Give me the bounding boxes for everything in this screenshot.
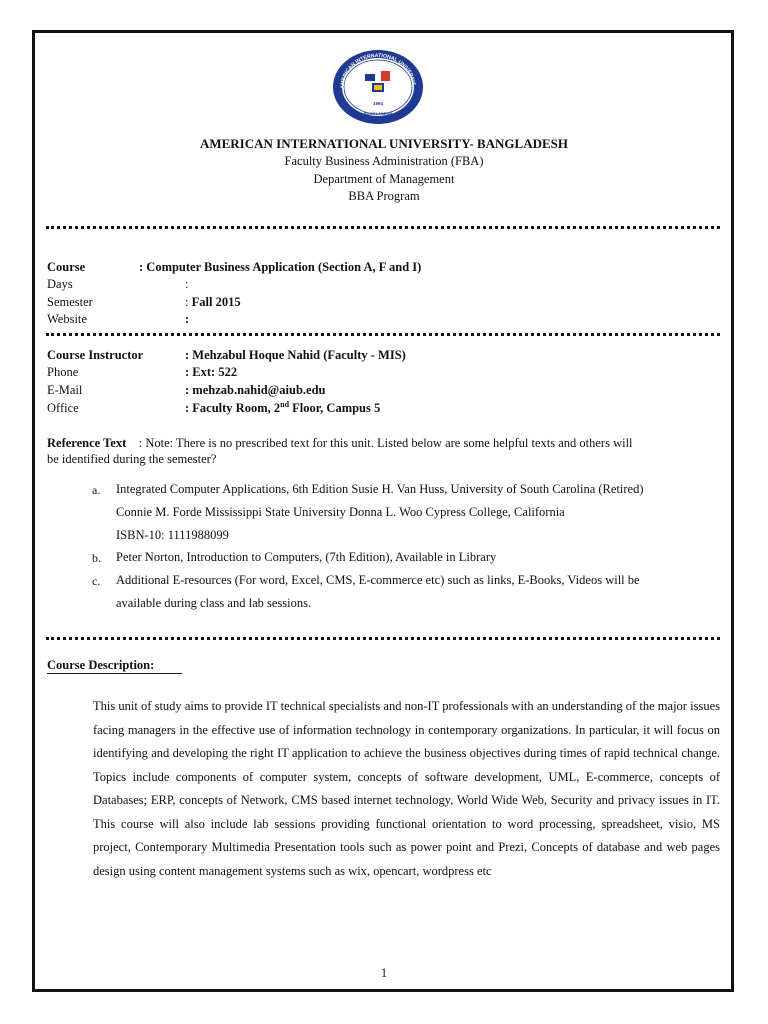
lamp-icon bbox=[381, 71, 390, 81]
reference-note-line2: be identified during the semester? bbox=[47, 452, 217, 466]
semester-colon: : bbox=[185, 295, 189, 309]
reference-item-line: Peter Norton, Introduction to Computers, (7th Edition), Available in Library bbox=[116, 550, 497, 564]
phone-label: Phone bbox=[47, 365, 79, 379]
reference-item-line: Connie M. Forde Mississippi State University Donna L. Woo Cypress College, California bbox=[116, 505, 565, 519]
email-label: E-Mail bbox=[47, 383, 83, 397]
reference-item-line: Integrated Computer Applications, 6th Edition Susie H. Van Huss, University of South Carolina (Retired) bbox=[116, 482, 644, 496]
reference-line1 bbox=[47, 435, 727, 451]
instructor-value: : Mehzabul Hoque Nahid (Faculty - MIS) bbox=[185, 348, 406, 362]
website-label: Website bbox=[47, 312, 87, 326]
page-number: 1 bbox=[380, 966, 388, 980]
university-logo bbox=[332, 49, 424, 125]
office-value bbox=[185, 400, 380, 416]
reference-item-line: Additional E-resources (For word, Excel, CMS, E-commerce etc) such as links, E-Books, Videos will be bbox=[116, 573, 640, 587]
reference-item bbox=[116, 546, 726, 569]
description-paragraph: This unit of study aims to provide IT technical specialists and non-IT professionals with an understanding of the major issues facing managers in the effective use of information technology in contemporary organizations. In particular, it will focus on identifying and developing the right IT application to achieve the business objectives during times of rapid technical change. Topics include components of computer system, concepts of software development, UML, E-commerce, concepts of Databases; ERP, concepts of Network, CMS based internet technology, World Wide Web, Security and privacy issues in IT. This course will also include lab sessions providing functional orientation to word processing, spreadsheet, visio, MS project, Contemporary Multimedia Presentation tools such as power point and Prezi, Concepts of database and web pages design using content management systems such as wix, opencart, wordpress etc bbox=[93, 699, 720, 878]
department-name: Department of Management bbox=[313, 172, 455, 186]
office-value-post: Floor, Campus 5 bbox=[289, 401, 381, 415]
office-value-sup: nd bbox=[280, 399, 290, 409]
semester-term: Fall 2015 bbox=[191, 295, 241, 309]
reference-item-line: ISBN-10: 1111988099 bbox=[116, 528, 229, 542]
instructor-label: Course Instructor bbox=[47, 348, 144, 362]
reference-label: Reference Text bbox=[47, 436, 127, 450]
logo-year: 1994 bbox=[372, 101, 384, 106]
program-name: BBA Program bbox=[348, 189, 420, 203]
book-icon bbox=[365, 74, 375, 81]
logo-ring-text-top: AMERICAN INTERNATIONAL UNIVERSIT bbox=[339, 52, 416, 89]
reference-item bbox=[116, 478, 726, 547]
section-divider bbox=[46, 226, 720, 229]
semester-label: Semester bbox=[47, 295, 93, 309]
email-value[interactable]: : mehzab.nahid@aiub.edu bbox=[185, 383, 326, 397]
office-label: Office bbox=[47, 401, 79, 415]
website-value: : bbox=[185, 312, 190, 326]
office-value-pre: : Faculty Room, 2 bbox=[185, 401, 281, 415]
reference-item-marker: c. bbox=[92, 574, 101, 588]
section-divider bbox=[46, 637, 720, 640]
reference-item bbox=[116, 569, 726, 615]
course-label: Course bbox=[47, 260, 86, 274]
logo-ring-text-bottom: BANGLADESH bbox=[363, 111, 393, 116]
university-name: AMERICAN INTERNATIONAL UNIVERSITY- BANGLADESH bbox=[199, 136, 569, 151]
section-divider bbox=[46, 333, 720, 336]
days-value: : bbox=[185, 277, 189, 291]
description-heading: Course Description: bbox=[47, 658, 182, 674]
reference-note-line1: : Note: There is no prescribed text for this unit. Listed below are some helpful texts and others will bbox=[138, 436, 633, 450]
reference-item-line: available during class and lab sessions. bbox=[116, 596, 312, 610]
computer-screen bbox=[374, 85, 382, 90]
reference-item-marker: a. bbox=[92, 483, 101, 497]
phone-value: : Ext: 522 bbox=[185, 365, 238, 379]
faculty-name: Faculty Business Administration (FBA) bbox=[284, 154, 484, 168]
description-body bbox=[93, 695, 720, 883]
course-value: : Computer Business Application (Section A, F and I) bbox=[139, 260, 422, 274]
reference-item-marker: b. bbox=[92, 551, 101, 565]
semester-value bbox=[185, 294, 241, 310]
days-label: Days bbox=[47, 277, 73, 291]
